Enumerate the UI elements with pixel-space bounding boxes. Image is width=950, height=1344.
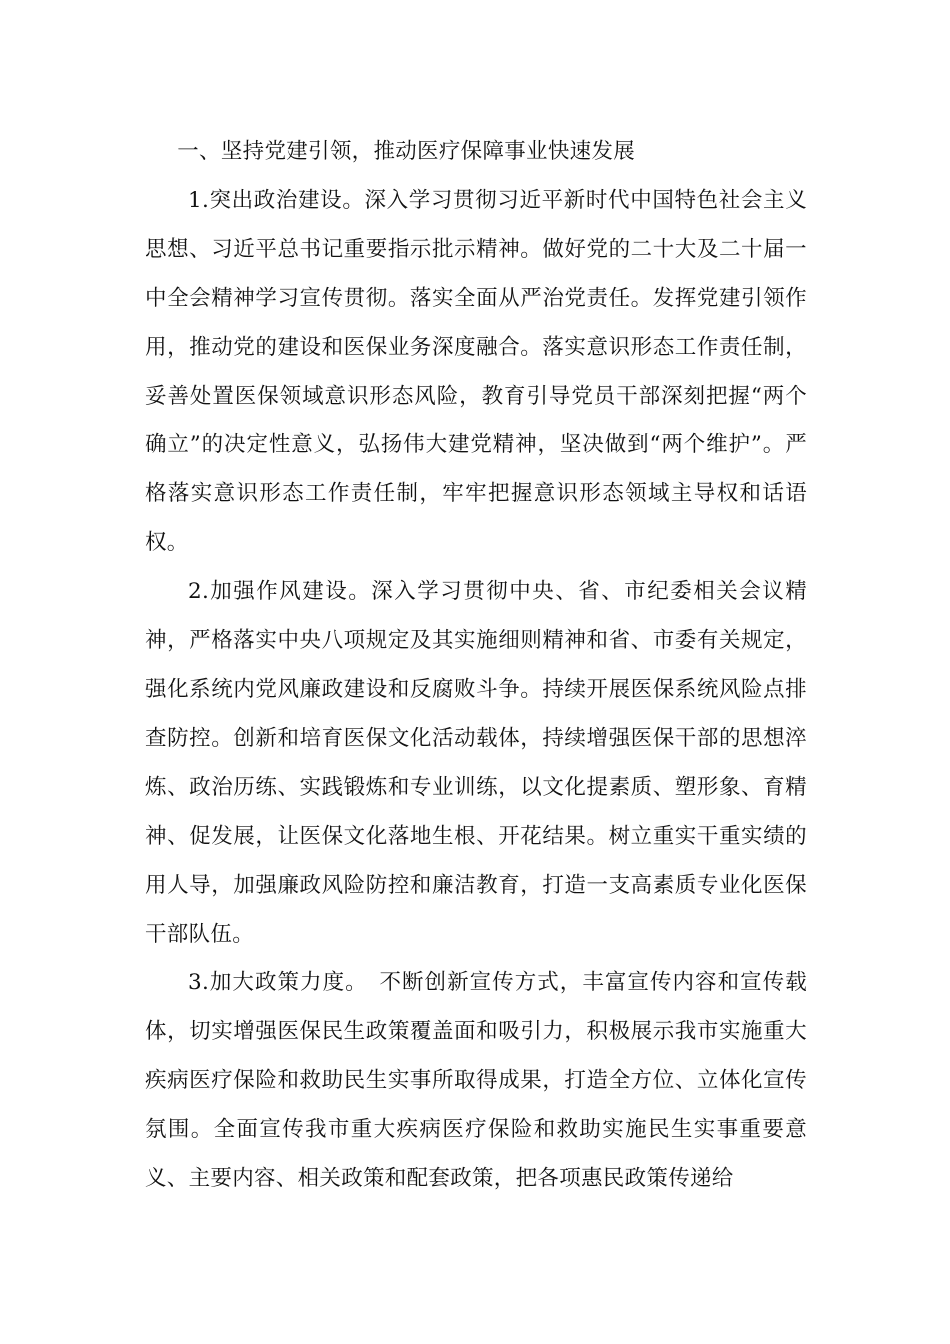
paragraph-policy-efforts: 3.加大政策力度。 不断创新宣传方式，丰富宣传内容和宣传载体，切实增强医保民生政策覆盖面和吸引力，积极展示我市实施重大疾病医疗保险和救助民生实事所取得成果，打造全方位、立体化宣传氛围。全面宣传我市重大疾病医疗保险和救助实施民生实事重要意义、主要内容、相关政策和配套政策，把各项惠民政策传递给 xyxy=(145,970,807,1192)
paragraph-political-building: 1.突出政治建设。深入学习贯彻习近平新时代中国特色社会主义思想、习近平总书记重要指示批示精神。做好党的二十大及二十届一中全会精神学习宣传贯彻。落实全面从严治党责任。发挥党建引领作用，推动党的建设和医保业务深度融合。落实意识形态工作责任制，妥善处置医保领域意识形态风险，教育引导党员干部深刻把握“两个确立”的决定性意义，弘扬伟大建党精神，坚决做到“两个维护”。严格落实意识形态工作责任制，牢牢把握意识形态领域主导权和话语权。 xyxy=(145,187,807,556)
paragraph-work-style-building: 2.加强作风建设。深入学习贯彻中央、省、市纪委相关会议精神，严格落实中央八项规定及其实施细则精神和省、市委有关规定，强化系统内党风廉政建设和反腐败斗争。持续开展医保系统风险点排查防控。创新和培育医保文化活动载体，持续增强医保干部的思想淬炼、政治历练、实践锻炼和专业训练，以文化提素质、塑形象、育精神、促发展，让医保文化落地生根、开花结果。树立重实干重实绩的用人导，加强廉政风险防控和廉洁教育，打造一支高素质专业化医保干部队伍。 xyxy=(145,579,807,947)
document-body xyxy=(145,128,807,1204)
section-heading: 一、坚持党建引领，推动医疗保障事业快速发展 xyxy=(177,139,636,164)
